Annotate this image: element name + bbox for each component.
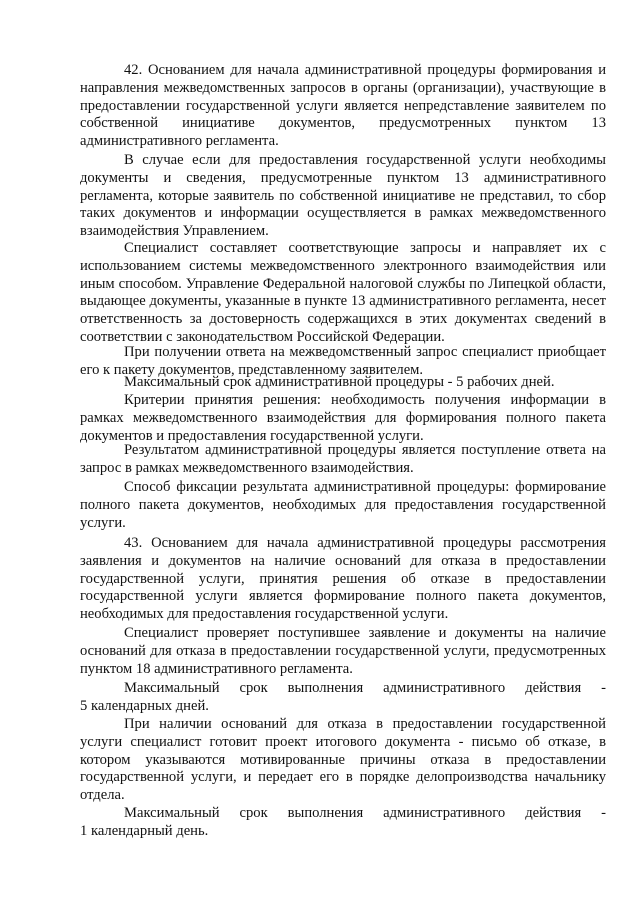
paragraph-conditional-request: В случае если для предоставления государственной услуги необходимы документы и сведения, предусмотренные пунктом 13 административного регламента, которые заявитель по собственной инициативе не представил, то сбор таких документов и информации осуществляется в рамках межведомственного взаимодействия Управлением. [80,152,606,240]
paragraph-decision-criteria: Критерии принятия решения: необходимость получения информации в рамках межведомственного взаимодействия для формирования полного пакета документов и предоставления государственной услуги. [80,392,606,444]
word: административного [383,805,506,821]
paragraph-procedure-result-1: Результатом административной процедуры является поступление ответа на запрос в рамках межведомственного взаимодействия. [80,442,606,476]
word: срок [239,680,268,696]
paragraph-max-duration-3 [80,805,606,841]
paragraph-43-intro: 43. Основанием для начала административной процедуры рассмотрения заявления и документов на наличие оснований для отказа в предоставлении государственной услуги, принятия решения об отказе в предоставлении государственной услуги является формирование полного пакета документов, необходимых для предоставления государственной услуги. [80,535,606,623]
paragraph-42-intro: 42. Основанием для начала административной процедуры формирования и направления межведомственных запросов в органы (организации), участвующие в предоставлении государственной услуги является непредставление заявителем по собственной инициативе документов, предусмотренных пунктом 13 административного регламента. [80,62,606,150]
paragraph-fixation-method-1: Способ фиксации результата административной процедуры: формирование полного пакета документов, необходимых для предоставления государственной услуги. [80,479,606,531]
paragraph-specialist-requests: Специалист составляет соответствующие запросы и направляет их с использованием системы межведомственного электронного взаимодействия или иным способом. Управление Федеральной налоговой службы по Липецкой области, выдающее документы, указанные в пункте 13 административного регламента, несет ответственность за достоверность содержащихся в этих документах сведений в соответствии с законодательством Российской Федерации. [80,240,606,345]
paragraph-max-duration-1: Максимальный срок административной процедуры - 5 рабочих дней. [124,374,555,390]
word: выполнения [287,805,364,821]
paragraph-specialist-checks: Специалист проверяет поступившее заявление и документы на наличие оснований для отказа в предоставлении государственной услуги, предусмотренных пунктом 18 административного регламента. [80,625,606,677]
word: действия [525,805,582,821]
word: - [601,680,606,696]
paragraph-max-duration-2 [80,680,606,716]
word: срок [239,805,268,821]
word: Максимальный [124,805,220,821]
word: действия [525,680,582,696]
paragraph-refusal-draft: При наличии оснований для отказа в предоставлении государственной услуги специалист готовит проект итогового документа - письмо об отказе, в котором указываются мотивированные причины отказа в предоставлении государственной услуги, и передает его в порядке делопроизводства начальнику отдела. [80,716,606,804]
word: Максимальный [124,680,220,696]
paragraph-last-line: 5 календарных дней. [80,697,209,714]
word: - [601,805,606,821]
paragraph-response-attached: При получении ответа на межведомственный запрос специалист приобщает его к пакету документов, представленному заявителем. [80,344,606,378]
word: административного [383,680,506,696]
word: выполнения [287,680,364,696]
paragraph-last-line: 1 календарный день. [80,822,209,839]
